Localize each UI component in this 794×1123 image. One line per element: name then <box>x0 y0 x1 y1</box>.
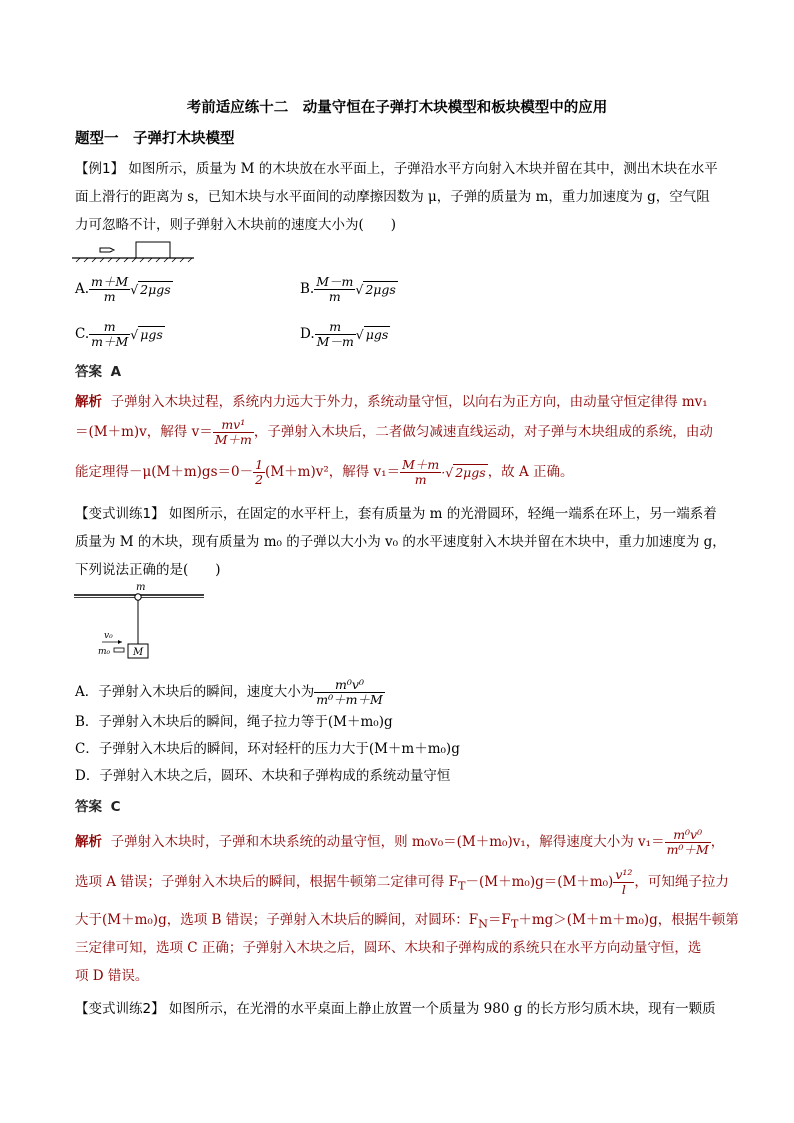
ex1-analysis-line3: 能定理得－μ(M＋m)gs＝0－ $\frac{1}{2}$ (M＋m)v²，解得 v₁＝ $\frac{M+m}{m}$ ·√ 2μgs ，故 A 正确。 <box>75 457 574 487</box>
ex1-answer: 答案 A <box>75 364 122 380</box>
fig-label-m0: m₀ <box>98 647 111 657</box>
var1-analysis-line5: 项 D 错误。 <box>75 968 149 984</box>
var1-line2: 质量为 M 的木块，现有质量为 m₀ 的子弹以大小为 v₀ 的水平速度射入木块并留在木块中，重力加速度为 g， <box>75 534 726 550</box>
var1-line1: 【变式训练1】 如图所示，在固定的水平杆上，套有质量为 m 的光滑圆环，轻绳一端系在环上，另一端系着 <box>75 506 717 522</box>
page-title: 考前适应练十二 动量守恒在子弹打木块模型和板块模型中的应用 <box>186 100 608 116</box>
var1-option-c[interactable]: C．子弹射入木块后的瞬间，环对轻杆的压力大于(M＋m＋m₀)g <box>75 741 460 757</box>
var1-option-d[interactable]: D．子弹射入木块之后，圆环、木块和子弹构成的系统动量守恒 <box>75 768 451 784</box>
ex1-option-d[interactable]: D. $\frac{m}{M-m}$ √ μgs <box>300 319 389 349</box>
ex1-tag: 【例1】 <box>75 161 125 177</box>
fig-label-M: M <box>133 647 144 658</box>
var1-answer: 答案 C <box>75 799 121 815</box>
ex1-analysis-line2: ＝(M＋m)v，解得 v＝ $\frac{\text{mv¹}}{M+m}$ ，子弹射入木块后，二者做匀减速直线运动，对子弹与木块组成的系统，由动 <box>75 417 713 447</box>
ex1-block <box>136 242 170 258</box>
ex1-option-b[interactable]: B. $\frac{M-m}{m}$ √ 2μgs <box>300 274 396 304</box>
ex1-line2: 面上滑行的距离为 s，已知木块与水平面间的动摩擦因数为 μ，子弹的质量为 m，重力加速度为 g，空气阻 <box>75 189 710 205</box>
ex1-option-a[interactable]: A. $\frac{m+M}{m}$ √ 2μgs <box>75 274 171 304</box>
ex1-analysis-line1: 解析 子弹射入木块过程，系统内力远大于外力，系统动量守恒，以向右为正方向，由动量守恒定律得 mv₁ <box>75 394 708 410</box>
var1-analysis-line1: 解析 子弹射入木块时，子弹和木块系统的动量守恒，则 m₀v₀＝(M＋m₀)v₁，解得速度大小为 v₁＝ $\frac{\text{m⁰v⁰}}{\text{m⁰＋M}}$ ， <box>75 827 725 857</box>
var1-analysis-line2: 选项 A 错误；子弹射入木块后的瞬间，根据牛顿第二定律可得 $F_T-(M+m_0)g=(M+m_0)$ $\frac{\text{v¹²}}{l}$ ，可知绳子拉力 <box>75 867 729 897</box>
fig-label-v0: v₀ <box>104 631 113 641</box>
fig-label-m: m <box>136 582 146 593</box>
ex1-text1: 如图所示，质量为 M 的木块放在水平面上，子弹沿水平方向射入木块并留在其中，测出木块在水平 <box>128 161 718 177</box>
ex1-bullet <box>100 248 114 252</box>
var1-option-b[interactable]: B．子弹射入木块后的瞬间，绳子拉力等于(M＋m₀)g <box>75 714 393 730</box>
ex1-figure <box>70 238 200 266</box>
var1-line3: 下列说法正确的是( ) <box>75 562 221 578</box>
fig-bullet <box>114 648 124 652</box>
var1-analysis-line3: 大于(M＋m₀)g，选项 B 错误；子弹射入木块后的瞬间，对圆环：$F_N=F_T+mg>(M+m+m_0)g$，根据牛顿第 <box>75 912 739 931</box>
ex1-line1 <box>75 157 735 177</box>
var1-tag: 【变式训练1】 <box>75 506 165 522</box>
sub-t-2: T <box>510 917 519 931</box>
var2-line1: 【变式训练2】 如图所示，在光滑的水平桌面上静止放置一个质量为 980 g 的长方形匀质木块，现有一颗质 <box>75 1001 716 1017</box>
ex1-line3: 力可忽略不计，则子弹射入木块前的速度大小为( ) <box>75 217 397 233</box>
section-heading: 题型一 子弹打木块模型 <box>75 131 235 147</box>
var1-figure <box>70 580 210 662</box>
var2-tag: 【变式训练2】 <box>75 1001 165 1017</box>
var1-analysis-line4: 三定律可知，选项 C 正确；子弹射入木块之后，圆环、木块和子弹构成的系统只在水平方向动量守恒，选 <box>75 940 702 956</box>
fig-ring <box>135 594 141 600</box>
var1-option-a[interactable]: A．子弹射入木块后的瞬间，速度大小为 $\frac{\text{m⁰v⁰}}{\text{m⁰＋m＋M}}$ <box>75 677 383 707</box>
ex1-option-c[interactable]: C. $\frac{m}{m+M}$ √ μgs <box>75 319 163 349</box>
